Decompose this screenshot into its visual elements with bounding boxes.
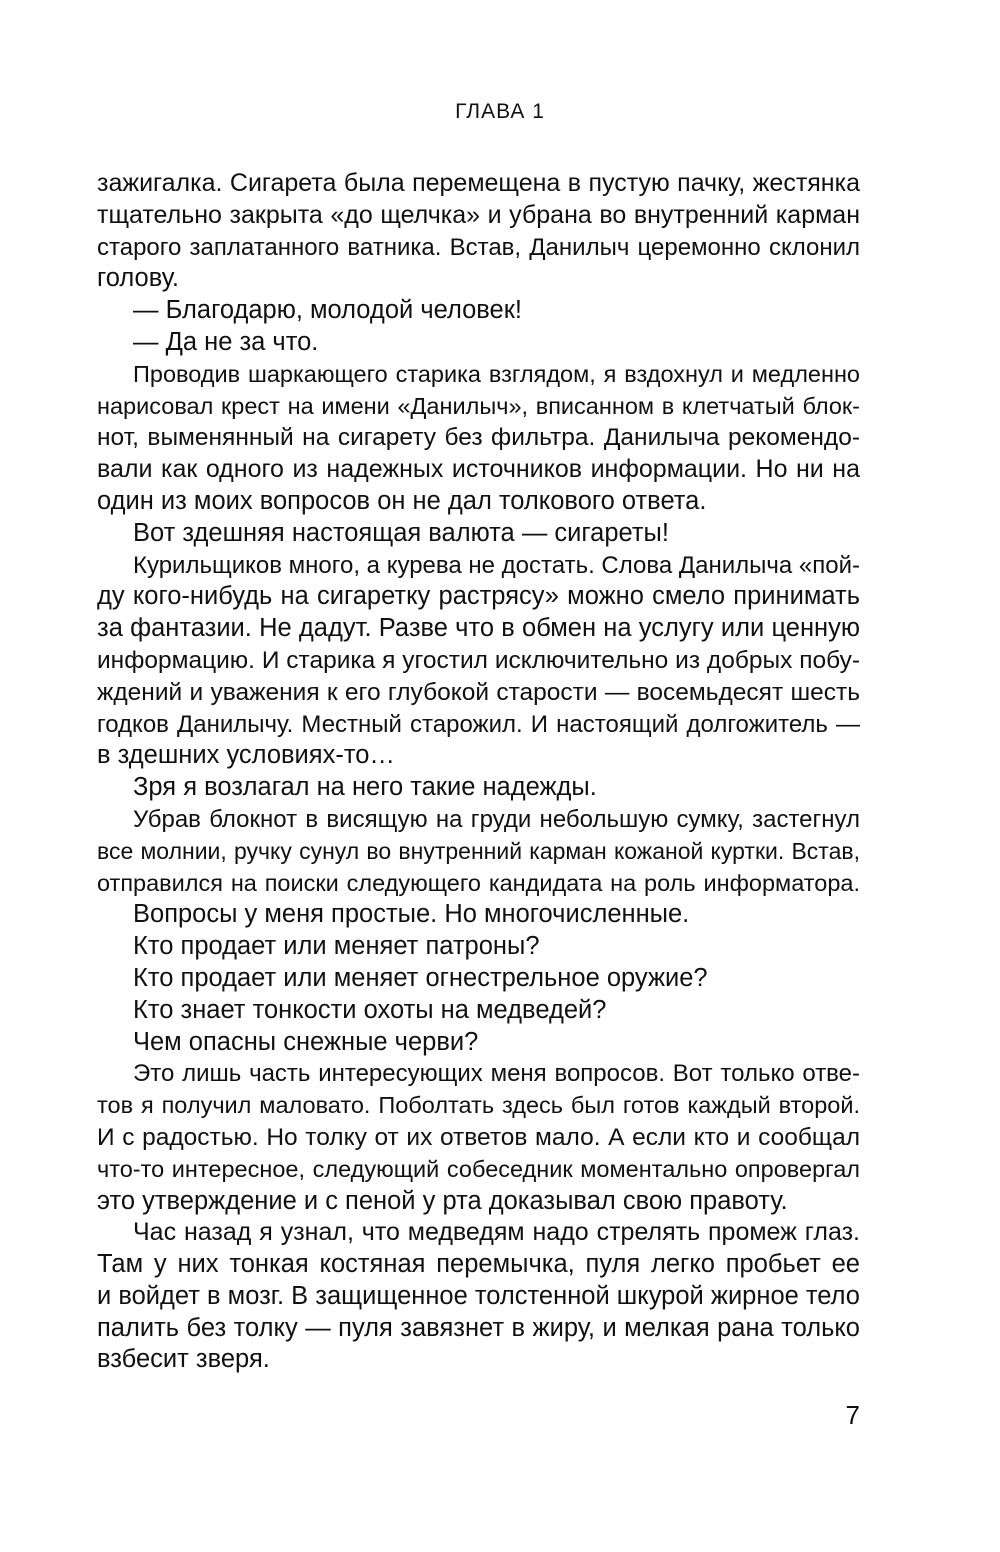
text-line: все молнии, ручку сунул во внутренний карман кожаной куртки. Встав, xyxy=(97,837,860,864)
text-line: ждений и уважения к его глубокой старости — восемьдесят шесть xyxy=(97,678,860,706)
text-line: Кто знает тонкости охоты на медведей? xyxy=(133,995,607,1024)
text-line: Там у них тонкая костяная перемычка, пуля легко пробьет ее xyxy=(97,1250,860,1279)
text-line: зажигалка. Сигарета была перемещена в пустую пачку, жестянка xyxy=(97,169,860,197)
text-line: Проводив шаркающего старика взглядом, я вздохнул и медленно xyxy=(133,360,860,387)
text-line: Это лишь часть интересующих меня вопросов. Вот только отве- xyxy=(133,1060,860,1088)
text-line: Кто продает или меняет патроны? xyxy=(133,932,540,961)
text-line: старого заплатанного ватника. Встав, Данилыч церемонно склонил xyxy=(97,233,860,261)
text-line: — Благодарю, молодой человек! xyxy=(133,296,522,325)
text-line: взбесит зверя. xyxy=(97,1345,270,1374)
text-line: Вопросы у меня простые. Но многочисленные. xyxy=(133,900,690,929)
text-line: вали как одного из надежных источников информации. Но ни на xyxy=(97,455,860,484)
text-line: голову. xyxy=(97,264,179,293)
text-line: и войдет в мозг. В защищенное толстенной шкурой жирное тело xyxy=(97,1281,860,1310)
text-line: палить без толку — пуля завязнет в жиру, и мелкая рана только xyxy=(97,1313,860,1342)
body-text xyxy=(97,168,860,1376)
text-line: информацию. И старика я угостил исключительно из добрых побу- xyxy=(97,646,860,674)
text-line: Кто продает или меняет огнестрельное оружие? xyxy=(133,963,708,992)
text-line: И с радостью. Но толку от их ответов мало. А если кто и сообщал xyxy=(97,1123,860,1151)
text-line: за фантазии. Не дадут. Разве что в обмен на услугу или ценную xyxy=(97,614,860,643)
text-line: Час назад я узнал, что медведям надо стрелять промеж глаз. xyxy=(133,1218,860,1247)
text-line: отправился на поиски следующего кандидата на роль информатора. xyxy=(97,869,860,896)
text-line: что-то интересное, следующий собеседник моментально опровергал xyxy=(97,1155,860,1182)
page-number: 7 xyxy=(845,1400,860,1430)
text-line: Чем опасны снежные черви? xyxy=(133,1027,479,1056)
text-line: Убрав блокнот в висящую на груди небольшую сумку, застегнул xyxy=(133,805,860,833)
text-line: Вот здешняя настоящая валюта — сигареты! xyxy=(133,518,669,547)
text-line: нарисовал крест на имени «Данилыч», вписанном в клетчатый блок- xyxy=(97,392,860,419)
text-line: — Да не за что. xyxy=(133,327,319,356)
text-line: один из моих вопросов он не дал толкового ответа. xyxy=(97,486,707,515)
text-line: Курильщиков много, а курева не достать. Слова Данилыча «пой- xyxy=(133,551,860,579)
text-line: Зря я возлагал на него такие надежды. xyxy=(133,773,597,802)
text-line: нот, выменянный на сигарету без фильтра. Данилыча рекомендо- xyxy=(97,424,860,452)
text-line: это утверждение и с пеной у рта доказывал свою правоту. xyxy=(97,1186,788,1215)
running-head: ГЛАВА 1 xyxy=(455,100,545,123)
text-line: ду кого-нибудь на сигаретку растрясу» можно смело принимать xyxy=(97,582,860,611)
text-line: годков Данилычу. Местный старожил. И настоящий долгожитель — xyxy=(97,710,860,738)
text-line: в здешних условиях-то… xyxy=(97,741,395,770)
text-line: тщательно закрыта «до щелчка» и убрана во внутренний карман xyxy=(97,200,860,229)
text-line: тов я получил маловато. Поболтать здесь был готов каждый второй. xyxy=(97,1092,860,1119)
